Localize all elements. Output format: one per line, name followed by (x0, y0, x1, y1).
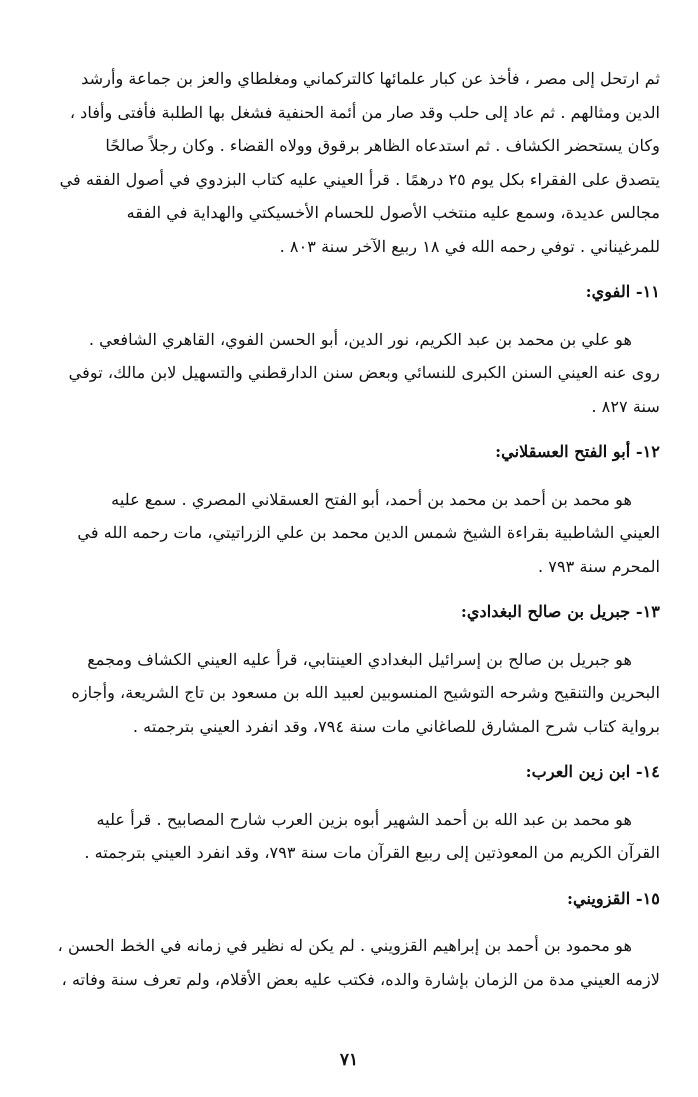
text-line: هو محمود بن أحمد بن إبراهيم القزويني . لم يكن له نظير في زمانه في الخط الحسن ، (57, 936, 632, 955)
entry-heading-11: ١١- الفوي: (585, 282, 660, 301)
entry-paragraph-11 (52, 323, 660, 424)
intro-paragraph (52, 62, 660, 263)
text-line: روى عنه العيني السنن الكبرى للنسائي وبعض سنن الدارقطني والتسهيل لابن مالك، توفي (68, 363, 660, 382)
text-line: هو جبريل بن صالح بن إسرائيل البغدادي العينتابي، قرأ عليه العيني الكشاف ومجمع (87, 649, 632, 669)
text-line: مجالس عديدة، وسمع عليه منتخب الأصول للحسام الأخسيكتي والهداية في الفقه (126, 203, 660, 222)
text-line: لازمه العيني مدة من الزمان بإشارة والده، فكتب عليه بعض الأقلام، ولم تعرف سنة وفاته ، (61, 969, 660, 989)
text-line: يتصدق على الفقراء بكل يوم ٢٥ درهمًا . قرأ العيني عليه كتاب البزدوي في أصول الفقه في (59, 169, 660, 189)
text-line: للمرغيناني . توفي رحمه الله في ١٨ ربيع الآخر سنة ٨٠٣ . (279, 236, 660, 256)
page-number: ٧١ (339, 1050, 359, 1070)
entry-paragraph-12 (52, 483, 660, 584)
text-line: سنة ٨٢٧ . (591, 396, 660, 416)
text-line: البحرين والتنقيح وشرحه التوشيح المنسوبين لعبيد الله بن مسعود بن تاج الشريعة، وأجازه (71, 683, 660, 702)
page-body (52, 62, 660, 1097)
text-line: هو علي بن محمد بن عبد الكريم، نور الدين، أبو الحسن الفوي، القاهري الشافعي . (88, 329, 632, 349)
text-line: الدين ومثالهم . ثم عاد إلى حلب وقد صار من أئمة الحنفية فشغل بها الطلبة فأفتى وأفاد ، (69, 102, 660, 122)
entry-heading-12: ١٢- أبو الفتح العسقلاني: (495, 442, 660, 461)
text-line: العيني الشاطبية بقراءة الشيخ شمس الدين محمد بن علي الزراتيتي، مات رحمه الله في (77, 523, 660, 542)
entry-paragraph-14 (52, 803, 660, 870)
text-line: المحرم سنة ٧٩٣ . (538, 556, 660, 576)
text-line: وكان يستحضر الكشاف . ثم استدعاه الظاهر برقوق وولاه القضاء . وكان رجلاً صالحًا (105, 136, 660, 155)
text-line: هو محمد بن أحمد بن محمد بن أحمد، أبو الفتح العسقلاني المصري . سمع عليه (111, 489, 632, 509)
entry-heading-14: ١٤- ابن زين العرب: (525, 762, 660, 781)
text-line: برواية كتاب شرح المشارق للصاغاني مات سنة ٧٩٤، وقد انفرد العيني بترجمته . (132, 716, 660, 736)
text-line: هو محمد بن عبد الله بن أحمد الشهير أبوه بزين العرب شارح المصابيح . قرأ عليه (96, 809, 632, 829)
entry-paragraph-13 (52, 643, 660, 744)
text-line: ثم ارتحل إلى مصر ، فأخذ عن كبار علمائها كالتركماني ومغلطاي والعز بن جماعة وأرشد (81, 69, 660, 88)
entry-heading-13: ١٣- جبريل بن صالح البغدادي: (460, 602, 660, 621)
entry-paragraph-15 (52, 929, 660, 996)
entry-heading-15: ١٥- القزويني: (567, 888, 660, 908)
text-line: القرآن الكريم من المعوذتين إلى ربيع القرآن مات سنة ٧٩٣، وقد انفرد العيني بترجمته . (84, 843, 660, 862)
